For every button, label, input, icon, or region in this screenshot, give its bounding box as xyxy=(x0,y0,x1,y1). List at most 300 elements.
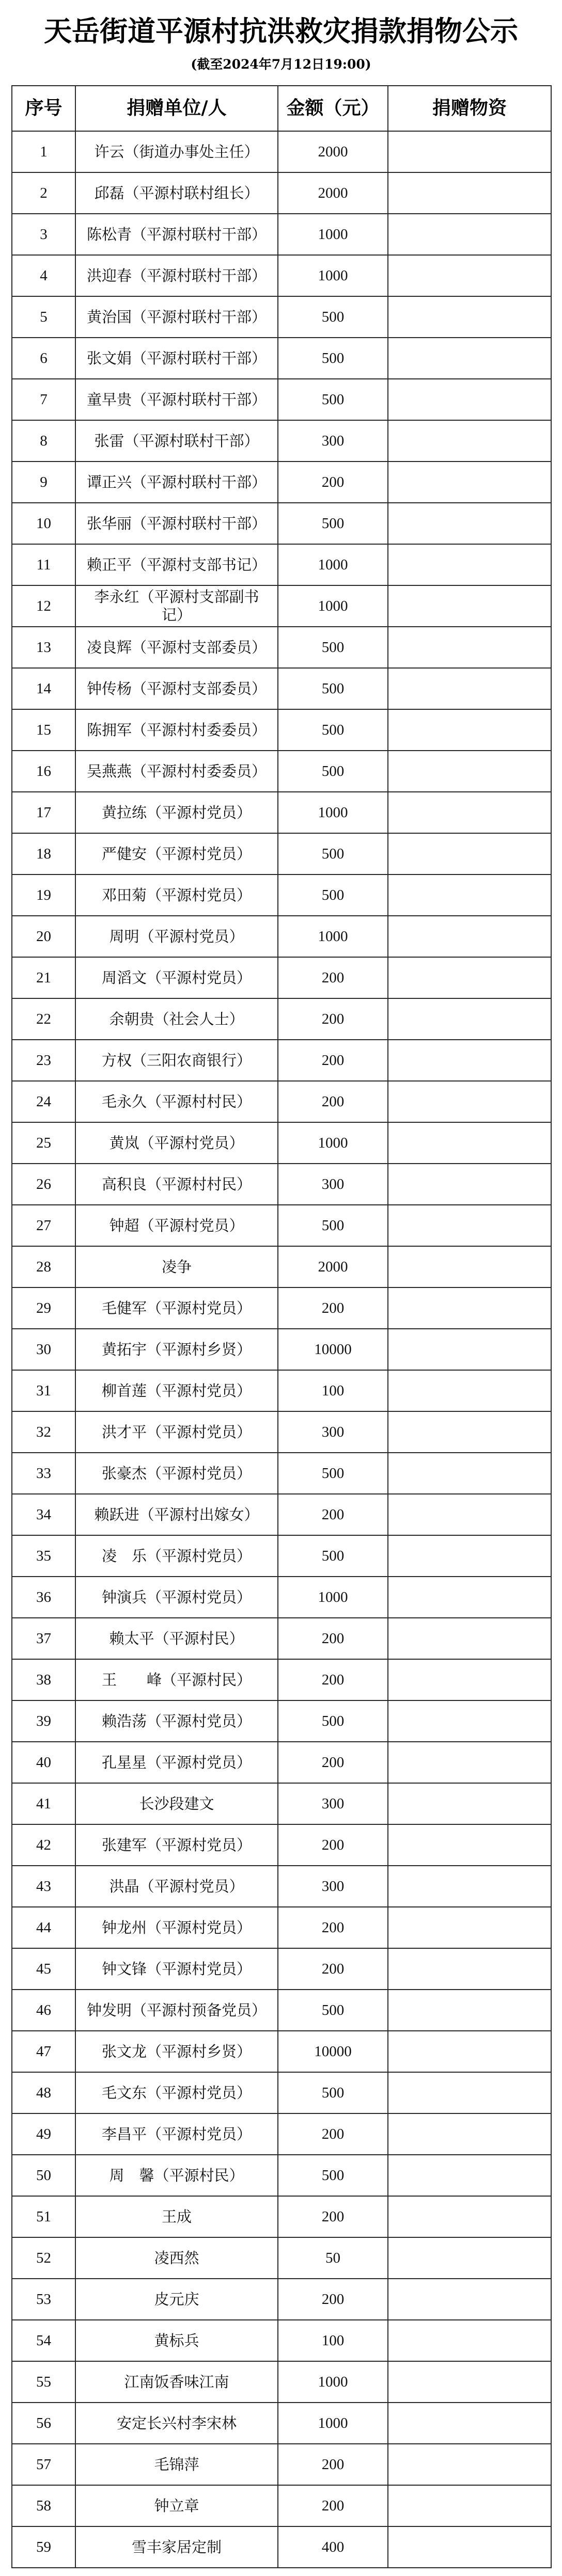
amount-text: 200 xyxy=(321,1506,345,1523)
index-text: 21 xyxy=(36,969,51,986)
donor-text: 周 馨（平源村民） xyxy=(109,2166,244,2184)
table-row xyxy=(12,379,551,420)
donor-text: 李昌平（平源村党员） xyxy=(101,2125,252,2143)
index-text: 22 xyxy=(36,1010,51,1027)
index-cell xyxy=(12,1329,75,1370)
index-cell xyxy=(12,214,75,255)
header-donor: 捐赠单位/人 xyxy=(75,86,278,131)
index-text: 7 xyxy=(40,391,48,408)
donor-text: 余朝贵（社会人士） xyxy=(109,1010,244,1028)
goods-cell xyxy=(388,1329,551,1370)
amount-text: 200 xyxy=(321,1836,345,1853)
amount-text: 200 xyxy=(321,1093,345,1110)
index-text: 11 xyxy=(36,556,51,573)
donor-cell xyxy=(75,214,278,255)
donor-text: 洪晶（平源村党员） xyxy=(109,1877,244,1895)
amount-cell xyxy=(278,1948,388,1990)
amount-cell xyxy=(278,1577,388,1618)
amount-text: 500 xyxy=(321,2084,345,2101)
index-text: 38 xyxy=(36,1671,51,1688)
index-text: 17 xyxy=(36,804,51,821)
donor-text: 钟龙州（平源村党员） xyxy=(101,1918,252,1936)
amount-cell xyxy=(278,1866,388,1907)
amount-cell xyxy=(278,214,388,255)
index-text: 40 xyxy=(36,1754,51,1771)
table-row xyxy=(12,2361,551,2403)
index-text: 48 xyxy=(36,2084,51,2101)
index-text: 6 xyxy=(40,349,48,367)
goods-cell xyxy=(388,131,551,172)
index-cell xyxy=(12,503,75,544)
donor-cell xyxy=(75,1618,278,1659)
index-cell xyxy=(12,2113,75,2155)
amount-text: 1000 xyxy=(318,556,348,573)
amount-text: 2000 xyxy=(318,1258,348,1275)
page-subtitle: (截至2024年7月12日19:00) xyxy=(191,57,371,72)
amount-text: 200 xyxy=(321,1754,345,1771)
donor-text: 毛永久（平源村村民） xyxy=(101,1092,252,1110)
donor-text: 凌 乐（平源村党员） xyxy=(101,1547,252,1565)
goods-cell xyxy=(388,2237,551,2279)
table-row xyxy=(12,2072,551,2113)
donor-text: 凌西然 xyxy=(154,2249,199,2267)
index-cell xyxy=(12,1659,75,1700)
index-text: 53 xyxy=(36,2291,51,2308)
index-text: 19 xyxy=(36,886,51,903)
amount-cell xyxy=(278,2113,388,2155)
index-cell xyxy=(12,957,75,998)
amount-cell xyxy=(278,2196,388,2237)
amount-cell xyxy=(278,2361,388,2403)
goods-cell xyxy=(388,998,551,1040)
amount-text: 300 xyxy=(321,1175,345,1192)
donor-text: 张文龙（平源村乡贤） xyxy=(101,2042,252,2060)
amount-cell xyxy=(278,792,388,833)
amount-cell xyxy=(278,2403,388,2444)
index-cell xyxy=(12,2196,75,2237)
table-row xyxy=(12,1329,551,1370)
donor-cell xyxy=(75,2444,278,2485)
index-cell xyxy=(12,172,75,214)
donor-text: 李永红（平源村支部副书记） xyxy=(94,588,259,624)
table-row xyxy=(12,1824,551,1866)
amount-text: 500 xyxy=(321,762,345,780)
index-cell xyxy=(12,462,75,503)
goods-cell xyxy=(388,2031,551,2072)
table-row xyxy=(12,585,551,627)
donor-text: 王 峰（平源村民） xyxy=(101,1671,252,1689)
amount-cell xyxy=(278,709,388,751)
donor-text: 钟演兵（平源村党员） xyxy=(101,1588,252,1606)
table-row xyxy=(12,1453,551,1494)
table-row xyxy=(12,420,551,462)
goods-cell xyxy=(388,462,551,503)
goods-cell xyxy=(388,1040,551,1081)
index-text: 14 xyxy=(36,680,51,697)
index-text: 54 xyxy=(36,2332,51,2349)
index-cell xyxy=(12,2031,75,2072)
table-row xyxy=(12,2320,551,2361)
table-row xyxy=(12,1700,551,1742)
donor-cell xyxy=(75,544,278,585)
goods-cell xyxy=(388,503,551,544)
table-row xyxy=(12,1122,551,1164)
goods-cell xyxy=(388,2526,551,2568)
index-text: 30 xyxy=(36,1341,51,1358)
amount-cell xyxy=(278,1411,388,1453)
donor-cell xyxy=(75,1246,278,1287)
amount-text: 200 xyxy=(321,1919,345,1936)
donor-text: 张豪杰（平源村党员） xyxy=(101,1464,252,1482)
table-row xyxy=(12,1246,551,1287)
amount-text: 500 xyxy=(321,391,345,408)
donor-text: 黄拉练（平源村党员） xyxy=(101,803,252,821)
goods-cell xyxy=(388,420,551,462)
goods-cell xyxy=(388,544,551,585)
goods-cell xyxy=(388,1577,551,1618)
goods-cell xyxy=(388,2155,551,2196)
donor-text: 黄拓宇（平源村乡贤） xyxy=(101,1340,252,1358)
amount-text: 200 xyxy=(321,2456,345,2473)
index-cell xyxy=(12,2320,75,2361)
amount-text: 200 xyxy=(321,473,345,490)
amount-text: 500 xyxy=(321,1217,345,1234)
donor-text: 吴燕燕（平源村村委委员） xyxy=(86,762,267,780)
index-text: 43 xyxy=(36,1878,51,1895)
amount-text: 500 xyxy=(321,721,345,738)
amount-cell xyxy=(278,1907,388,1948)
donor-cell xyxy=(75,1783,278,1824)
amount-text: 500 xyxy=(321,639,345,656)
index-cell xyxy=(12,1783,75,1824)
index-text: 9 xyxy=(40,473,48,490)
donor-cell xyxy=(75,1742,278,1783)
table-row xyxy=(12,874,551,916)
amount-text: 500 xyxy=(321,1712,345,1729)
table-row xyxy=(12,1990,551,2031)
donor-cell xyxy=(75,338,278,379)
goods-cell xyxy=(388,2196,551,2237)
index-text: 28 xyxy=(36,1258,51,1275)
index-text: 26 xyxy=(36,1175,51,1192)
index-cell xyxy=(12,2444,75,2485)
donor-text: 谭正兴（平源村联村干部） xyxy=(86,473,267,491)
amount-cell xyxy=(278,874,388,916)
index-text: 51 xyxy=(36,2208,51,2225)
index-cell xyxy=(12,379,75,420)
goods-cell xyxy=(388,2072,551,2113)
donor-cell xyxy=(75,627,278,668)
table-row xyxy=(12,2237,551,2279)
donor-text: 赖浩荡（平源村党员） xyxy=(101,1712,252,1730)
amount-text: 300 xyxy=(321,432,345,449)
amount-text: 500 xyxy=(321,845,345,862)
donor-text: 安定长兴村李宋林 xyxy=(116,2414,237,2432)
index-cell xyxy=(12,1040,75,1081)
index-text: 45 xyxy=(36,1960,51,1977)
index-text: 29 xyxy=(36,1299,51,1316)
index-cell xyxy=(12,2072,75,2113)
donor-text: 洪迎春（平源村联村干部） xyxy=(86,266,267,284)
amount-cell xyxy=(278,1246,388,1287)
donor-cell xyxy=(75,1659,278,1700)
index-text: 8 xyxy=(40,432,48,449)
index-text: 13 xyxy=(36,639,51,656)
amount-text: 10000 xyxy=(314,1341,352,1358)
donor-text: 孔星星（平源村党员） xyxy=(101,1753,252,1771)
donor-cell xyxy=(75,2403,278,2444)
index-cell xyxy=(12,2279,75,2320)
donor-cell xyxy=(75,296,278,338)
donor-cell xyxy=(75,172,278,214)
amount-text: 500 xyxy=(321,886,345,903)
amount-cell xyxy=(278,2155,388,2196)
amount-text: 200 xyxy=(321,2208,345,2225)
table-row xyxy=(12,1618,551,1659)
amount-cell xyxy=(278,2279,388,2320)
index-cell xyxy=(12,1866,75,1907)
amount-cell xyxy=(278,1287,388,1329)
table-row xyxy=(12,1494,551,1535)
index-text: 32 xyxy=(36,1423,51,1440)
goods-cell xyxy=(388,916,551,957)
goods-cell xyxy=(388,1742,551,1783)
donor-cell xyxy=(75,585,278,627)
donor-text: 黄标兵 xyxy=(154,2331,199,2349)
index-text: 35 xyxy=(36,1547,51,1564)
index-cell xyxy=(12,2485,75,2526)
donor-cell xyxy=(75,2485,278,2526)
goods-cell xyxy=(388,1783,551,1824)
donor-cell xyxy=(75,2196,278,2237)
amount-cell xyxy=(278,1742,388,1783)
donor-cell xyxy=(75,957,278,998)
index-cell xyxy=(12,874,75,916)
amount-cell xyxy=(278,2320,388,2361)
donor-cell xyxy=(75,131,278,172)
goods-cell xyxy=(388,1494,551,1535)
table-row xyxy=(12,2196,551,2237)
table-row xyxy=(12,1205,551,1246)
donor-cell xyxy=(75,874,278,916)
amount-text: 1000 xyxy=(318,1588,348,1605)
donation-table xyxy=(11,85,552,2568)
donor-cell xyxy=(75,2031,278,2072)
table-row xyxy=(12,2113,551,2155)
donor-cell xyxy=(75,1866,278,1907)
table-row xyxy=(12,503,551,544)
index-cell xyxy=(12,2155,75,2196)
goods-cell xyxy=(388,1948,551,1990)
donor-cell xyxy=(75,1907,278,1948)
goods-cell xyxy=(388,1287,551,1329)
table-body xyxy=(12,131,551,2568)
amount-text: 1000 xyxy=(318,2414,348,2431)
table-row xyxy=(12,1287,551,1329)
donor-cell xyxy=(75,1535,278,1577)
index-text: 15 xyxy=(36,721,51,738)
donor-cell xyxy=(75,462,278,503)
donor-text: 张雷（平源村联村干部） xyxy=(94,432,259,450)
table-row xyxy=(12,627,551,668)
donor-cell xyxy=(75,2072,278,2113)
donor-text: 周滔文（平源村党员） xyxy=(101,968,252,987)
index-cell xyxy=(12,255,75,296)
index-cell xyxy=(12,1453,75,1494)
amount-text: 200 xyxy=(321,2125,345,2142)
amount-text: 200 xyxy=(321,1671,345,1688)
index-cell xyxy=(12,916,75,957)
donor-text: 钟立章 xyxy=(154,2497,199,2515)
amount-text: 500 xyxy=(321,1465,345,1482)
index-text: 49 xyxy=(36,2125,51,2142)
index-text: 24 xyxy=(36,1093,51,1110)
table-row xyxy=(12,751,551,792)
amount-text: 200 xyxy=(321,969,345,986)
amount-cell xyxy=(278,1618,388,1659)
index-cell xyxy=(12,131,75,172)
table-row xyxy=(12,2485,551,2526)
index-text: 1 xyxy=(40,143,48,160)
amount-cell xyxy=(278,2072,388,2113)
amount-text: 50 xyxy=(325,2249,340,2266)
donor-cell xyxy=(75,1411,278,1453)
goods-cell xyxy=(388,214,551,255)
goods-cell xyxy=(388,627,551,668)
goods-cell xyxy=(388,338,551,379)
donor-cell xyxy=(75,1824,278,1866)
goods-cell xyxy=(388,1453,551,1494)
goods-cell xyxy=(388,1907,551,1948)
table-row xyxy=(12,1742,551,1783)
index-text: 25 xyxy=(36,1134,51,1151)
amount-cell xyxy=(278,751,388,792)
table-row xyxy=(12,1948,551,1990)
table-row xyxy=(12,296,551,338)
table-row xyxy=(12,1783,551,1824)
table-row xyxy=(12,1370,551,1411)
donor-cell xyxy=(75,1081,278,1122)
index-text: 42 xyxy=(36,1836,51,1853)
index-cell xyxy=(12,1164,75,1205)
amount-cell xyxy=(278,338,388,379)
table-row xyxy=(12,916,551,957)
index-text: 10 xyxy=(36,515,51,532)
donor-text: 严健安（平源村党员） xyxy=(101,845,252,863)
index-cell xyxy=(12,627,75,668)
goods-cell xyxy=(388,1370,551,1411)
donor-cell xyxy=(75,998,278,1040)
index-cell xyxy=(12,420,75,462)
index-cell xyxy=(12,2361,75,2403)
amount-cell xyxy=(278,2237,388,2279)
donor-text: 毛文东（平源村党员） xyxy=(101,2084,252,2102)
amount-cell xyxy=(278,131,388,172)
amount-text: 200 xyxy=(321,1010,345,1027)
amount-cell xyxy=(278,585,388,627)
amount-text: 1000 xyxy=(318,597,348,614)
table-row xyxy=(12,957,551,998)
index-text: 12 xyxy=(36,597,51,614)
amount-text: 200 xyxy=(321,1299,345,1316)
amount-cell xyxy=(278,1990,388,2031)
donor-text: 王成 xyxy=(161,2207,192,2225)
goods-cell xyxy=(388,792,551,833)
index-cell xyxy=(12,296,75,338)
goods-cell xyxy=(388,668,551,709)
goods-cell xyxy=(388,1164,551,1205)
index-text: 23 xyxy=(36,1052,51,1069)
donor-cell xyxy=(75,1453,278,1494)
goods-cell xyxy=(388,296,551,338)
donor-text: 凌争 xyxy=(161,1258,192,1276)
index-text: 3 xyxy=(40,226,48,243)
donor-cell xyxy=(75,1577,278,1618)
amount-cell xyxy=(278,420,388,462)
index-text: 41 xyxy=(36,1795,51,1812)
donor-text: 柳首莲（平源村党员） xyxy=(101,1381,252,1400)
donor-text: 黄治国（平源村联村干部） xyxy=(86,308,267,326)
goods-cell xyxy=(388,2113,551,2155)
donor-text: 钟发明（平源村预备党员） xyxy=(86,2001,267,2019)
amount-text: 500 xyxy=(321,2167,345,2184)
donor-cell xyxy=(75,2279,278,2320)
table-row xyxy=(12,1659,551,1700)
index-text: 4 xyxy=(40,267,48,284)
amount-cell xyxy=(278,833,388,874)
index-cell xyxy=(12,751,75,792)
table-row xyxy=(12,2526,551,2568)
index-cell xyxy=(12,1577,75,1618)
donor-text: 钟传杨（平源村支部委员） xyxy=(86,679,267,697)
amount-text: 300 xyxy=(321,1423,345,1440)
goods-cell xyxy=(388,1824,551,1866)
donor-cell xyxy=(75,792,278,833)
table-row xyxy=(12,2031,551,2072)
donor-text: 张华丽（平源村联村干部） xyxy=(86,514,267,532)
donor-cell xyxy=(75,2155,278,2196)
donor-cell xyxy=(75,668,278,709)
index-cell xyxy=(12,998,75,1040)
goods-cell xyxy=(388,1866,551,1907)
donor-text: 张文娟（平源村联村干部） xyxy=(86,349,267,367)
table-row xyxy=(12,2444,551,2485)
index-text: 18 xyxy=(36,845,51,862)
amount-text: 300 xyxy=(321,1878,345,1895)
goods-cell xyxy=(388,874,551,916)
donor-text: 钟超（平源村党员） xyxy=(109,1216,244,1234)
index-cell xyxy=(12,1907,75,1948)
index-text: 31 xyxy=(36,1382,51,1399)
donor-cell xyxy=(75,255,278,296)
table-row xyxy=(12,1081,551,1122)
amount-text: 200 xyxy=(321,1960,345,1977)
table-row xyxy=(12,462,551,503)
amount-text: 500 xyxy=(321,515,345,532)
amount-text: 500 xyxy=(321,349,345,367)
amount-cell xyxy=(278,1122,388,1164)
donor-cell xyxy=(75,1040,278,1081)
index-cell xyxy=(12,1742,75,1783)
amount-cell xyxy=(278,1535,388,1577)
index-cell xyxy=(12,1370,75,1411)
table-row xyxy=(12,255,551,296)
index-cell xyxy=(12,2526,75,2568)
amount-cell xyxy=(278,627,388,668)
donor-cell xyxy=(75,1700,278,1742)
index-text: 37 xyxy=(36,1630,51,1647)
goods-cell xyxy=(388,585,551,627)
